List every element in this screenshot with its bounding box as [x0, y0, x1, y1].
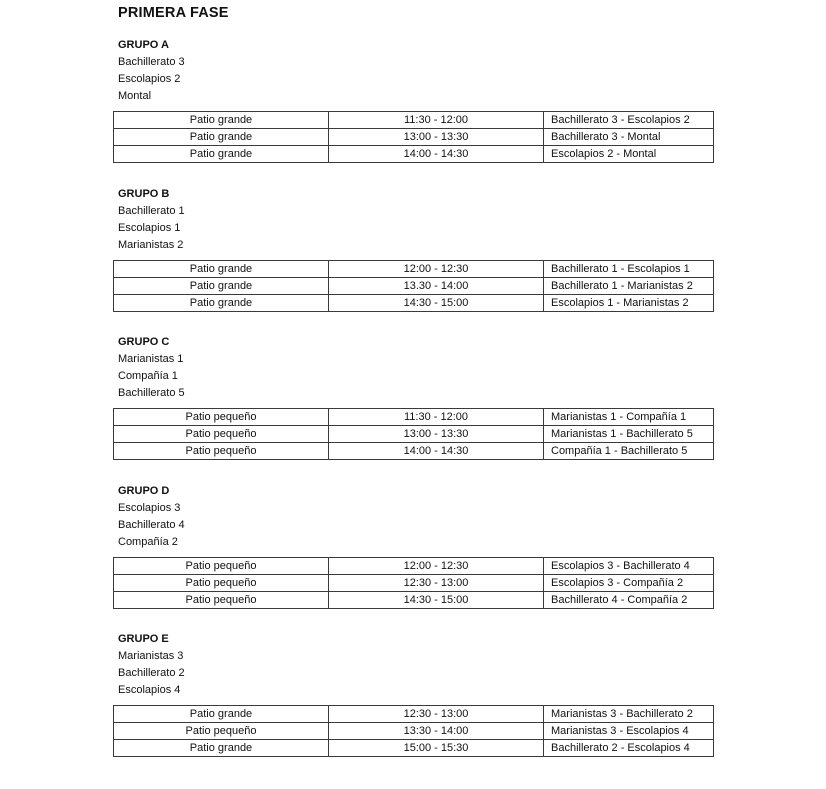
schedule-table	[113, 111, 714, 163]
match-cell: Escolapios 3 - Compañía 2	[544, 575, 714, 592]
schedule-table	[113, 408, 714, 460]
match-cell: Marianistas 1 - Bachillerato 5	[544, 426, 714, 443]
venue-cell: Patio pequeño	[114, 575, 329, 592]
time-cell: 12:30 - 13:00	[329, 706, 544, 723]
team-name: Bachillerato 1	[118, 205, 185, 217]
time-cell: 13:00 - 13:30	[329, 129, 544, 146]
time-cell: 13:30 - 14:00	[329, 723, 544, 740]
time-cell: 11:30 - 12:00	[329, 112, 544, 129]
venue-cell: Patio pequeño	[114, 558, 329, 575]
team-name: Compañía 1	[118, 370, 178, 382]
table-row	[114, 278, 714, 295]
team-name: Escolapios 3	[118, 502, 181, 514]
venue-cell: Patio grande	[114, 146, 329, 163]
match-cell: Escolapios 2 - Montal	[544, 146, 714, 163]
table-row	[114, 129, 714, 146]
venue-cell: Patio pequeño	[114, 409, 329, 426]
match-cell: Bachillerato 4 - Compañía 2	[544, 592, 714, 609]
table-row	[114, 443, 714, 460]
team-name: Montal	[118, 90, 152, 102]
team-name: Compañía 2	[118, 536, 178, 548]
venue-cell: Patio grande	[114, 295, 329, 312]
match-cell: Marianistas 3 - Escolapios 4	[544, 723, 714, 740]
group-title: GRUPO A	[118, 39, 169, 51]
time-cell: 13.30 - 14:00	[329, 278, 544, 295]
venue-cell: Patio grande	[114, 112, 329, 129]
time-cell: 14:30 - 15:00	[329, 592, 544, 609]
time-cell: 14:00 - 14:30	[329, 443, 544, 460]
time-cell: 12:30 - 13:00	[329, 575, 544, 592]
time-cell: 14:00 - 14:30	[329, 146, 544, 163]
match-cell: Bachillerato 3 - Montal	[544, 129, 714, 146]
venue-cell: Patio pequeño	[114, 723, 329, 740]
time-cell: 14:30 - 15:00	[329, 295, 544, 312]
team-name: Marianistas 3	[118, 650, 184, 662]
match-cell: Bachillerato 1 - Escolapios 1	[544, 261, 714, 278]
table-row	[114, 723, 714, 740]
time-cell: 15:00 - 15:30	[329, 740, 544, 757]
venue-cell: Patio grande	[114, 278, 329, 295]
group-title: GRUPO C	[118, 336, 170, 348]
match-cell: Escolapios 3 - Bachillerato 4	[544, 558, 714, 575]
team-name: Bachillerato 2	[118, 667, 185, 679]
venue-cell: Patio pequeño	[114, 426, 329, 443]
match-cell: Escolapios 1 - Marianistas 2	[544, 295, 714, 312]
table-row	[114, 146, 714, 163]
time-cell: 12:00 - 12:30	[329, 261, 544, 278]
table-row	[114, 558, 714, 575]
team-name: Escolapios 4	[118, 684, 181, 696]
table-row	[114, 740, 714, 757]
match-cell: Marianistas 3 - Bachillerato 2	[544, 706, 714, 723]
time-cell: 12:00 - 12:30	[329, 558, 544, 575]
group-title: GRUPO D	[118, 485, 170, 497]
table-row	[114, 592, 714, 609]
match-cell: Compañía 1 - Bachillerato 5	[544, 443, 714, 460]
table-row	[114, 409, 714, 426]
table-row	[114, 706, 714, 723]
group-title: GRUPO B	[118, 188, 170, 200]
schedule-table	[113, 557, 714, 609]
team-name: Bachillerato 5	[118, 387, 185, 399]
team-name: Escolapios 1	[118, 222, 181, 234]
match-cell: Marianistas 1 - Compañía 1	[544, 409, 714, 426]
group-title: GRUPO E	[118, 633, 169, 645]
team-name: Bachillerato 4	[118, 519, 185, 531]
table-row	[114, 575, 714, 592]
time-cell: 13:00 - 13:30	[329, 426, 544, 443]
team-name: Marianistas 1	[118, 353, 184, 365]
schedule-table	[113, 705, 714, 757]
venue-cell: Patio grande	[114, 706, 329, 723]
team-name: Marianistas 2	[118, 239, 184, 251]
time-cell: 11:30 - 12:00	[329, 409, 544, 426]
match-cell: Bachillerato 2 - Escolapios 4	[544, 740, 714, 757]
table-row	[114, 112, 714, 129]
match-cell: Bachillerato 1 - Marianistas 2	[544, 278, 714, 295]
schedule-table	[113, 260, 714, 312]
venue-cell: Patio pequeño	[114, 443, 329, 460]
venue-cell: Patio grande	[114, 129, 329, 146]
team-name: Bachillerato 3	[118, 56, 185, 68]
venue-cell: Patio grande	[114, 261, 329, 278]
venue-cell: Patio pequeño	[114, 592, 329, 609]
venue-cell: Patio grande	[114, 740, 329, 757]
team-name: Escolapios 2	[118, 73, 181, 85]
table-row	[114, 426, 714, 443]
page-title: PRIMERA FASE	[118, 5, 229, 21]
match-cell: Bachillerato 3 - Escolapios 2	[544, 112, 714, 129]
table-row	[114, 295, 714, 312]
table-row	[114, 261, 714, 278]
